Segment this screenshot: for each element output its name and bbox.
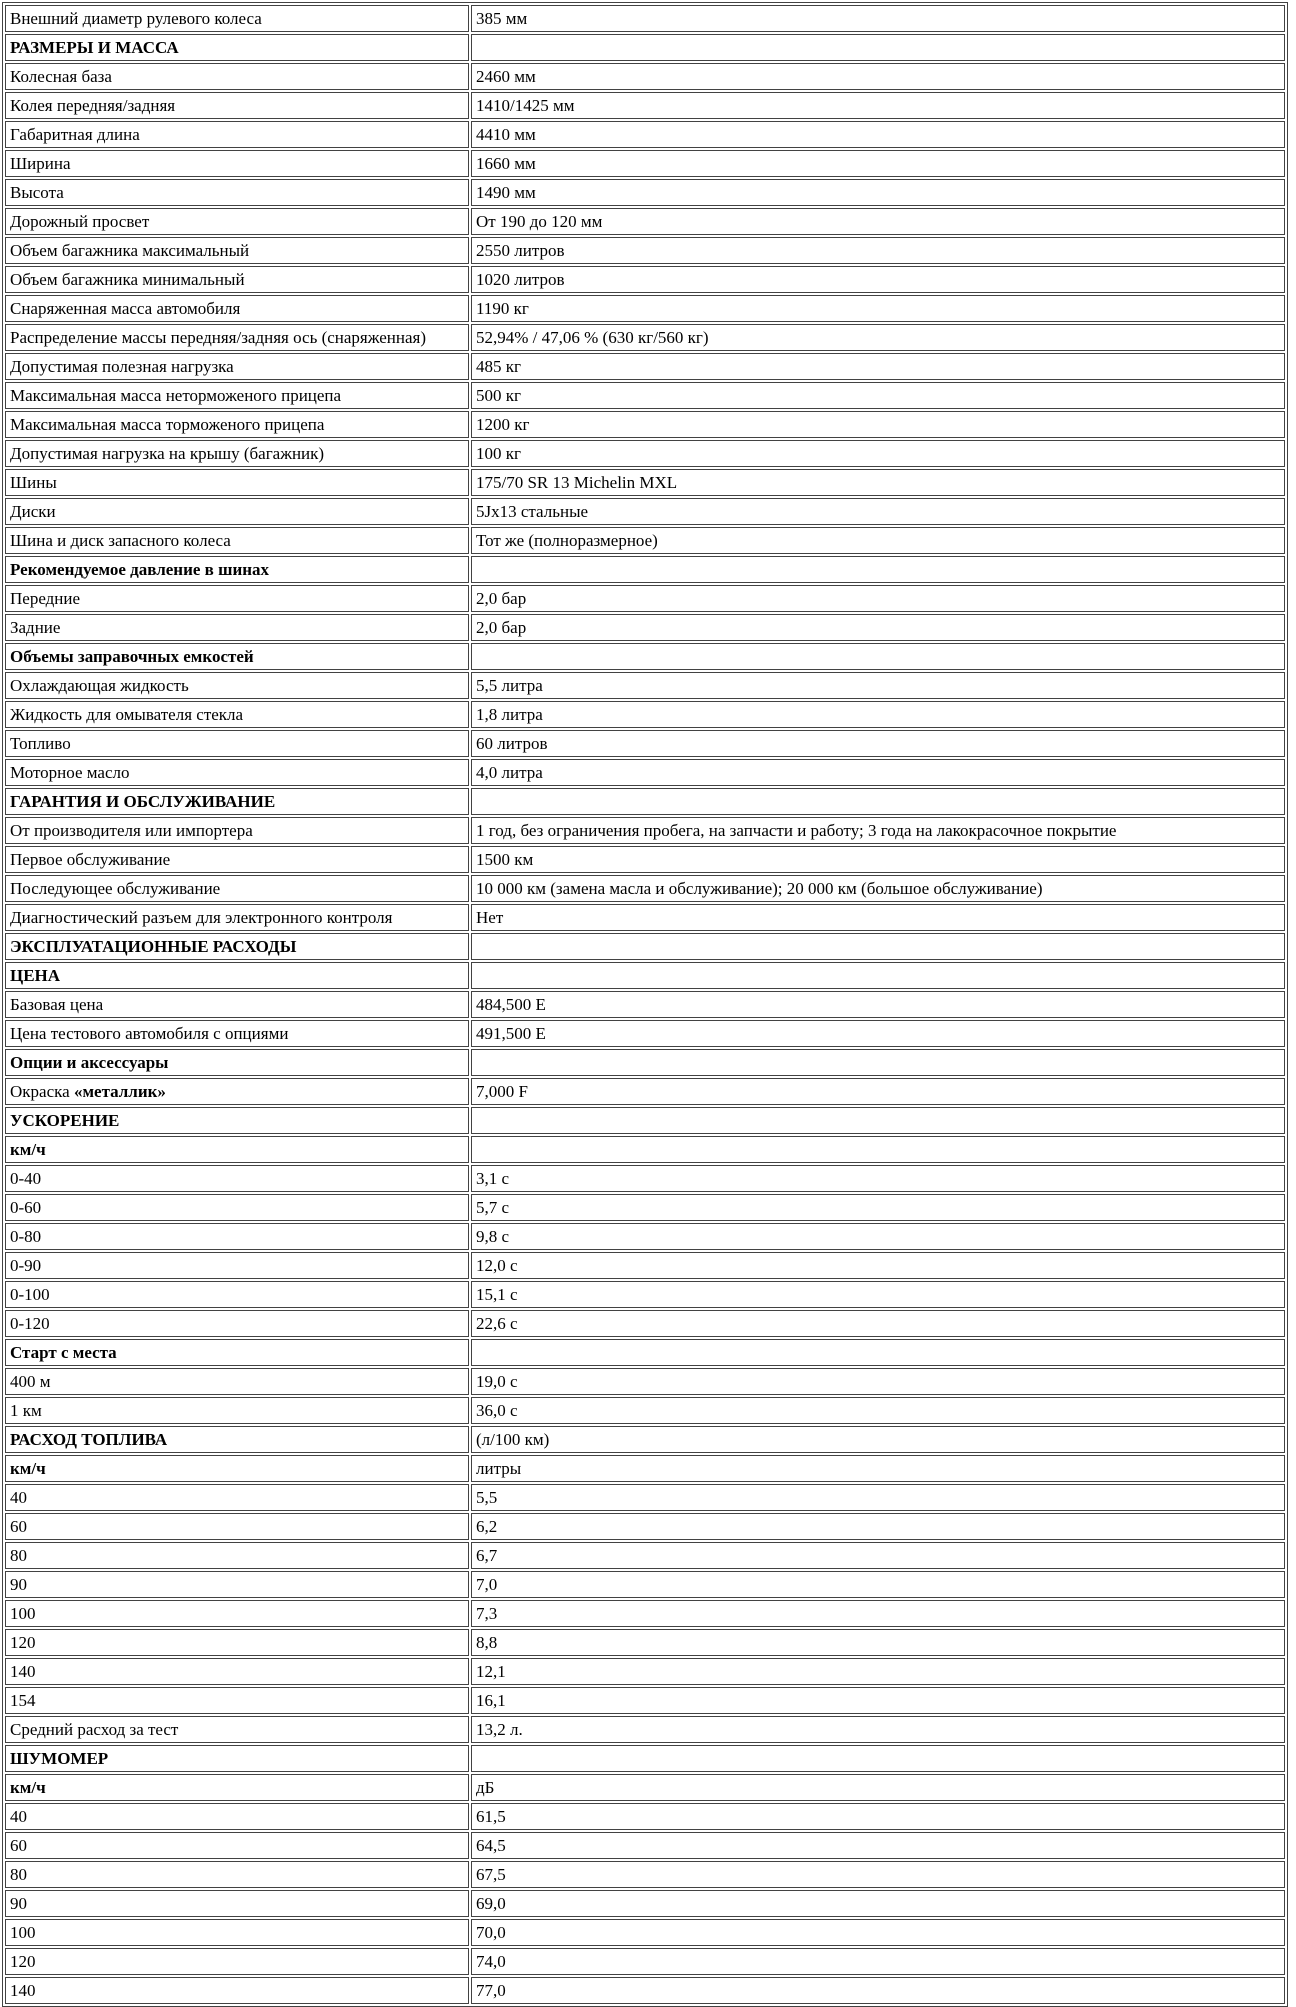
spec-label: Окраска «металлик» <box>5 1078 469 1105</box>
spec-label: Задние <box>5 614 469 641</box>
spec-value: 485 кг <box>471 353 1285 380</box>
spec-label: 154 <box>5 1687 469 1714</box>
spec-label: Дорожный просвет <box>5 208 469 235</box>
spec-label: Объем багажника минимальный <box>5 266 469 293</box>
spec-value: 1660 мм <box>471 150 1285 177</box>
spec-label: РАСХОД ТОПЛИВА <box>5 1426 469 1453</box>
spec-label: 0-60 <box>5 1194 469 1221</box>
table-row <box>5 34 1285 61</box>
table-row <box>5 1310 1285 1337</box>
spec-value: 7,0 <box>471 1571 1285 1598</box>
spec-value: 1500 км <box>471 846 1285 873</box>
table-row <box>5 1745 1285 1772</box>
spec-label: Передние <box>5 585 469 612</box>
table-row <box>5 1600 1285 1627</box>
table-row <box>5 498 1285 525</box>
table-row <box>5 208 1285 235</box>
spec-value: 12,0 с <box>471 1252 1285 1279</box>
spec-value: 6,2 <box>471 1513 1285 1540</box>
table-row <box>5 1136 1285 1163</box>
table-row <box>5 1223 1285 1250</box>
table-row <box>5 1513 1285 1540</box>
spec-label: 0-40 <box>5 1165 469 1192</box>
table-row <box>5 63 1285 90</box>
spec-label: 140 <box>5 1658 469 1685</box>
spec-label: Снаряженная масса автомобиля <box>5 295 469 322</box>
spec-label: Распределение массы передняя/задняя ось (снаряженная) <box>5 324 469 351</box>
table-row <box>5 1658 1285 1685</box>
table-row <box>5 92 1285 119</box>
table-row <box>5 1484 1285 1511</box>
table-row <box>5 962 1285 989</box>
spec-value: (л/100 км) <box>471 1426 1285 1453</box>
spec-label: Максимальная масса неторможеного прицепа <box>5 382 469 409</box>
table-row <box>5 1020 1285 1047</box>
spec-label: 100 <box>5 1919 469 1946</box>
table-row <box>5 1803 1285 1830</box>
table-row <box>5 353 1285 380</box>
table-row <box>5 1165 1285 1192</box>
spec-label: Старт с места <box>5 1339 469 1366</box>
spec-value: 1410/1425 мм <box>471 92 1285 119</box>
spec-value: 2,0 бар <box>471 614 1285 641</box>
table-row <box>5 121 1285 148</box>
spec-value: 484,500 E <box>471 991 1285 1018</box>
spec-value: От 190 до 120 мм <box>471 208 1285 235</box>
table-row <box>5 1861 1285 1888</box>
table-row <box>5 817 1285 844</box>
table-row <box>5 1571 1285 1598</box>
spec-label: 60 <box>5 1832 469 1859</box>
spec-value <box>471 643 1285 670</box>
spec-label: 80 <box>5 1542 469 1569</box>
table-row <box>5 875 1285 902</box>
spec-label: 60 <box>5 1513 469 1540</box>
spec-label: Высота <box>5 179 469 206</box>
spec-value: 1020 литров <box>471 266 1285 293</box>
spec-value: 1 год, без ограничения пробега, на запчасти и работу; 3 года на лакокрасочное покрытие <box>471 817 1285 844</box>
table-row <box>5 1832 1285 1859</box>
spec-label: Базовая цена <box>5 991 469 1018</box>
spec-label: Цена тестового автомобиля с опциями <box>5 1020 469 1047</box>
spec-value <box>471 933 1285 960</box>
spec-label: 40 <box>5 1803 469 1830</box>
table-row <box>5 672 1285 699</box>
table-row <box>5 1542 1285 1569</box>
spec-value: 175/70 SR 13 Michelin MXL <box>471 469 1285 496</box>
table-row <box>5 1281 1285 1308</box>
spec-value: 67,5 <box>471 1861 1285 1888</box>
spec-label: км/ч <box>5 1136 469 1163</box>
table-row <box>5 469 1285 496</box>
spec-value <box>471 1339 1285 1366</box>
spec-value: 5,7 с <box>471 1194 1285 1221</box>
spec-label: Диагностический разъем для электронного контроля <box>5 904 469 931</box>
spec-value: 4,0 литра <box>471 759 1285 786</box>
spec-value: 13,2 л. <box>471 1716 1285 1743</box>
spec-label: ЦЕНА <box>5 962 469 989</box>
spec-value: 12,1 <box>471 1658 1285 1685</box>
table-row <box>5 324 1285 351</box>
spec-value: 7,3 <box>471 1600 1285 1627</box>
spec-label: Рекомендуемое давление в шинах <box>5 556 469 583</box>
spec-value: 22,6 с <box>471 1310 1285 1337</box>
table-row <box>5 1977 1285 2004</box>
spec-label: 0-120 <box>5 1310 469 1337</box>
table-row <box>5 846 1285 873</box>
spec-label: Средний расход за тест <box>5 1716 469 1743</box>
spec-label: 0-100 <box>5 1281 469 1308</box>
spec-value: дБ <box>471 1774 1285 1801</box>
spec-value: 15,1 с <box>471 1281 1285 1308</box>
spec-label: Колесная база <box>5 63 469 90</box>
table-row <box>5 788 1285 815</box>
table-row <box>5 1368 1285 1395</box>
table-row <box>5 1339 1285 1366</box>
spec-value: 3,1 с <box>471 1165 1285 1192</box>
table-row <box>5 1107 1285 1134</box>
spec-label: км/ч <box>5 1774 469 1801</box>
spec-label: Первое обслуживание <box>5 846 469 873</box>
spec-label: Топливо <box>5 730 469 757</box>
spec-value: 2550 литров <box>471 237 1285 264</box>
spec-value: 4410 мм <box>471 121 1285 148</box>
spec-label: км/ч <box>5 1455 469 1482</box>
table-row <box>5 643 1285 670</box>
table-row <box>5 1049 1285 1076</box>
spec-label-bold-part: «металлик» <box>73 1082 166 1101</box>
table-row <box>5 1687 1285 1714</box>
table-row <box>5 1629 1285 1656</box>
spec-value: 8,8 <box>471 1629 1285 1656</box>
spec-label: Максимальная масса торможеного прицепа <box>5 411 469 438</box>
table-row <box>5 614 1285 641</box>
spec-label: 140 <box>5 1977 469 2004</box>
spec-label: Допустимая нагрузка на крышу (багажник) <box>5 440 469 467</box>
spec-label: Габаритная длина <box>5 121 469 148</box>
spec-value: 19,0 с <box>471 1368 1285 1395</box>
table-row <box>5 1948 1285 1975</box>
spec-value: 74,0 <box>471 1948 1285 1975</box>
spec-value: 69,0 <box>471 1890 1285 1917</box>
table-row <box>5 1919 1285 1946</box>
spec-label: Жидкость для омывателя стекла <box>5 701 469 728</box>
table-row <box>5 411 1285 438</box>
spec-value <box>471 1136 1285 1163</box>
spec-value <box>471 1745 1285 1772</box>
spec-value: 10 000 км (замена масла и обслуживание); 20 000 км (большое обслуживание) <box>471 875 1285 902</box>
spec-label: От производителя или импортера <box>5 817 469 844</box>
spec-label: 120 <box>5 1629 469 1656</box>
table-row <box>5 440 1285 467</box>
table-row <box>5 1455 1285 1482</box>
table-row <box>5 179 1285 206</box>
table-row <box>5 730 1285 757</box>
spec-label: 0-90 <box>5 1252 469 1279</box>
spec-value: 5,5 литра <box>471 672 1285 699</box>
spec-value: 9,8 с <box>471 1223 1285 1250</box>
table-row <box>5 759 1285 786</box>
table-row <box>5 527 1285 554</box>
spec-value: 1200 кг <box>471 411 1285 438</box>
spec-label: 90 <box>5 1571 469 1598</box>
spec-label: Шина и диск запасного колеса <box>5 527 469 554</box>
spec-label: 90 <box>5 1890 469 1917</box>
table-row <box>5 1774 1285 1801</box>
spec-label: ШУМОМЕР <box>5 1745 469 1772</box>
table-row <box>5 1890 1285 1917</box>
spec-label: 120 <box>5 1948 469 1975</box>
spec-value: Нет <box>471 904 1285 931</box>
spec-value <box>471 34 1285 61</box>
spec-value: 2460 мм <box>471 63 1285 90</box>
spec-label: Шины <box>5 469 469 496</box>
spec-label: ЭКСПЛУАТАЦИОННЫЕ РАСХОДЫ <box>5 933 469 960</box>
spec-value: литры <box>471 1455 1285 1482</box>
spec-label: 1 км <box>5 1397 469 1424</box>
spec-value: 70,0 <box>471 1919 1285 1946</box>
table-row <box>5 1716 1285 1743</box>
spec-label: Допустимая полезная нагрузка <box>5 353 469 380</box>
spec-value: 5Jx13 стальные <box>471 498 1285 525</box>
spec-label: РАЗМЕРЫ И МАССА <box>5 34 469 61</box>
spec-value: Тот же (полноразмерное) <box>471 527 1285 554</box>
spec-table-body <box>5 5 1285 2004</box>
spec-value: 64,5 <box>471 1832 1285 1859</box>
spec-label: 0-80 <box>5 1223 469 1250</box>
spec-label: Внешний диаметр рулевого колеса <box>5 5 469 32</box>
table-row <box>5 991 1285 1018</box>
spec-label: 40 <box>5 1484 469 1511</box>
spec-value <box>471 788 1285 815</box>
spec-value: 491,500 E <box>471 1020 1285 1047</box>
spec-value: 5,5 <box>471 1484 1285 1511</box>
table-row <box>5 933 1285 960</box>
spec-label: Объем багажника максимальный <box>5 237 469 264</box>
spec-value: 385 мм <box>471 5 1285 32</box>
spec-label: Охлаждающая жидкость <box>5 672 469 699</box>
spec-value: 1190 кг <box>471 295 1285 322</box>
spec-label: Моторное масло <box>5 759 469 786</box>
spec-label: ГАРАНТИЯ И ОБСЛУЖИВАНИЕ <box>5 788 469 815</box>
spec-value: 1490 мм <box>471 179 1285 206</box>
table-row <box>5 904 1285 931</box>
spec-label: Последующее обслуживание <box>5 875 469 902</box>
table-row <box>5 237 1285 264</box>
spec-value <box>471 962 1285 989</box>
spec-label: 100 <box>5 1600 469 1627</box>
table-row <box>5 382 1285 409</box>
spec-label: 400 м <box>5 1368 469 1395</box>
spec-value: 7,000 F <box>471 1078 1285 1105</box>
spec-label: УСКОРЕНИЕ <box>5 1107 469 1134</box>
table-row <box>5 1078 1285 1105</box>
spec-value <box>471 1049 1285 1076</box>
table-row <box>5 1397 1285 1424</box>
spec-value: 2,0 бар <box>471 585 1285 612</box>
table-row <box>5 1194 1285 1221</box>
car-spec-table <box>2 2 1288 2007</box>
spec-label: Ширина <box>5 150 469 177</box>
spec-label: Колея передняя/задняя <box>5 92 469 119</box>
table-row <box>5 1252 1285 1279</box>
spec-value: 6,7 <box>471 1542 1285 1569</box>
spec-value: 60 литров <box>471 730 1285 757</box>
spec-label: Опции и аксессуары <box>5 1049 469 1076</box>
spec-value: 61,5 <box>471 1803 1285 1830</box>
spec-label: 80 <box>5 1861 469 1888</box>
spec-value <box>471 556 1285 583</box>
spec-value <box>471 1107 1285 1134</box>
spec-value: 16,1 <box>471 1687 1285 1714</box>
table-row <box>5 150 1285 177</box>
spec-value: 1,8 литра <box>471 701 1285 728</box>
spec-value: 100 кг <box>471 440 1285 467</box>
spec-value: 77,0 <box>471 1977 1285 2004</box>
table-row <box>5 556 1285 583</box>
table-row <box>5 266 1285 293</box>
table-row <box>5 1426 1285 1453</box>
table-row <box>5 585 1285 612</box>
spec-label: Диски <box>5 498 469 525</box>
spec-value: 52,94% / 47,06 % (630 кг/560 кг) <box>471 324 1285 351</box>
table-row <box>5 701 1285 728</box>
spec-value: 500 кг <box>471 382 1285 409</box>
spec-label: Объемы заправочных емкостей <box>5 643 469 670</box>
table-row <box>5 5 1285 32</box>
table-row <box>5 295 1285 322</box>
spec-value: 36,0 с <box>471 1397 1285 1424</box>
